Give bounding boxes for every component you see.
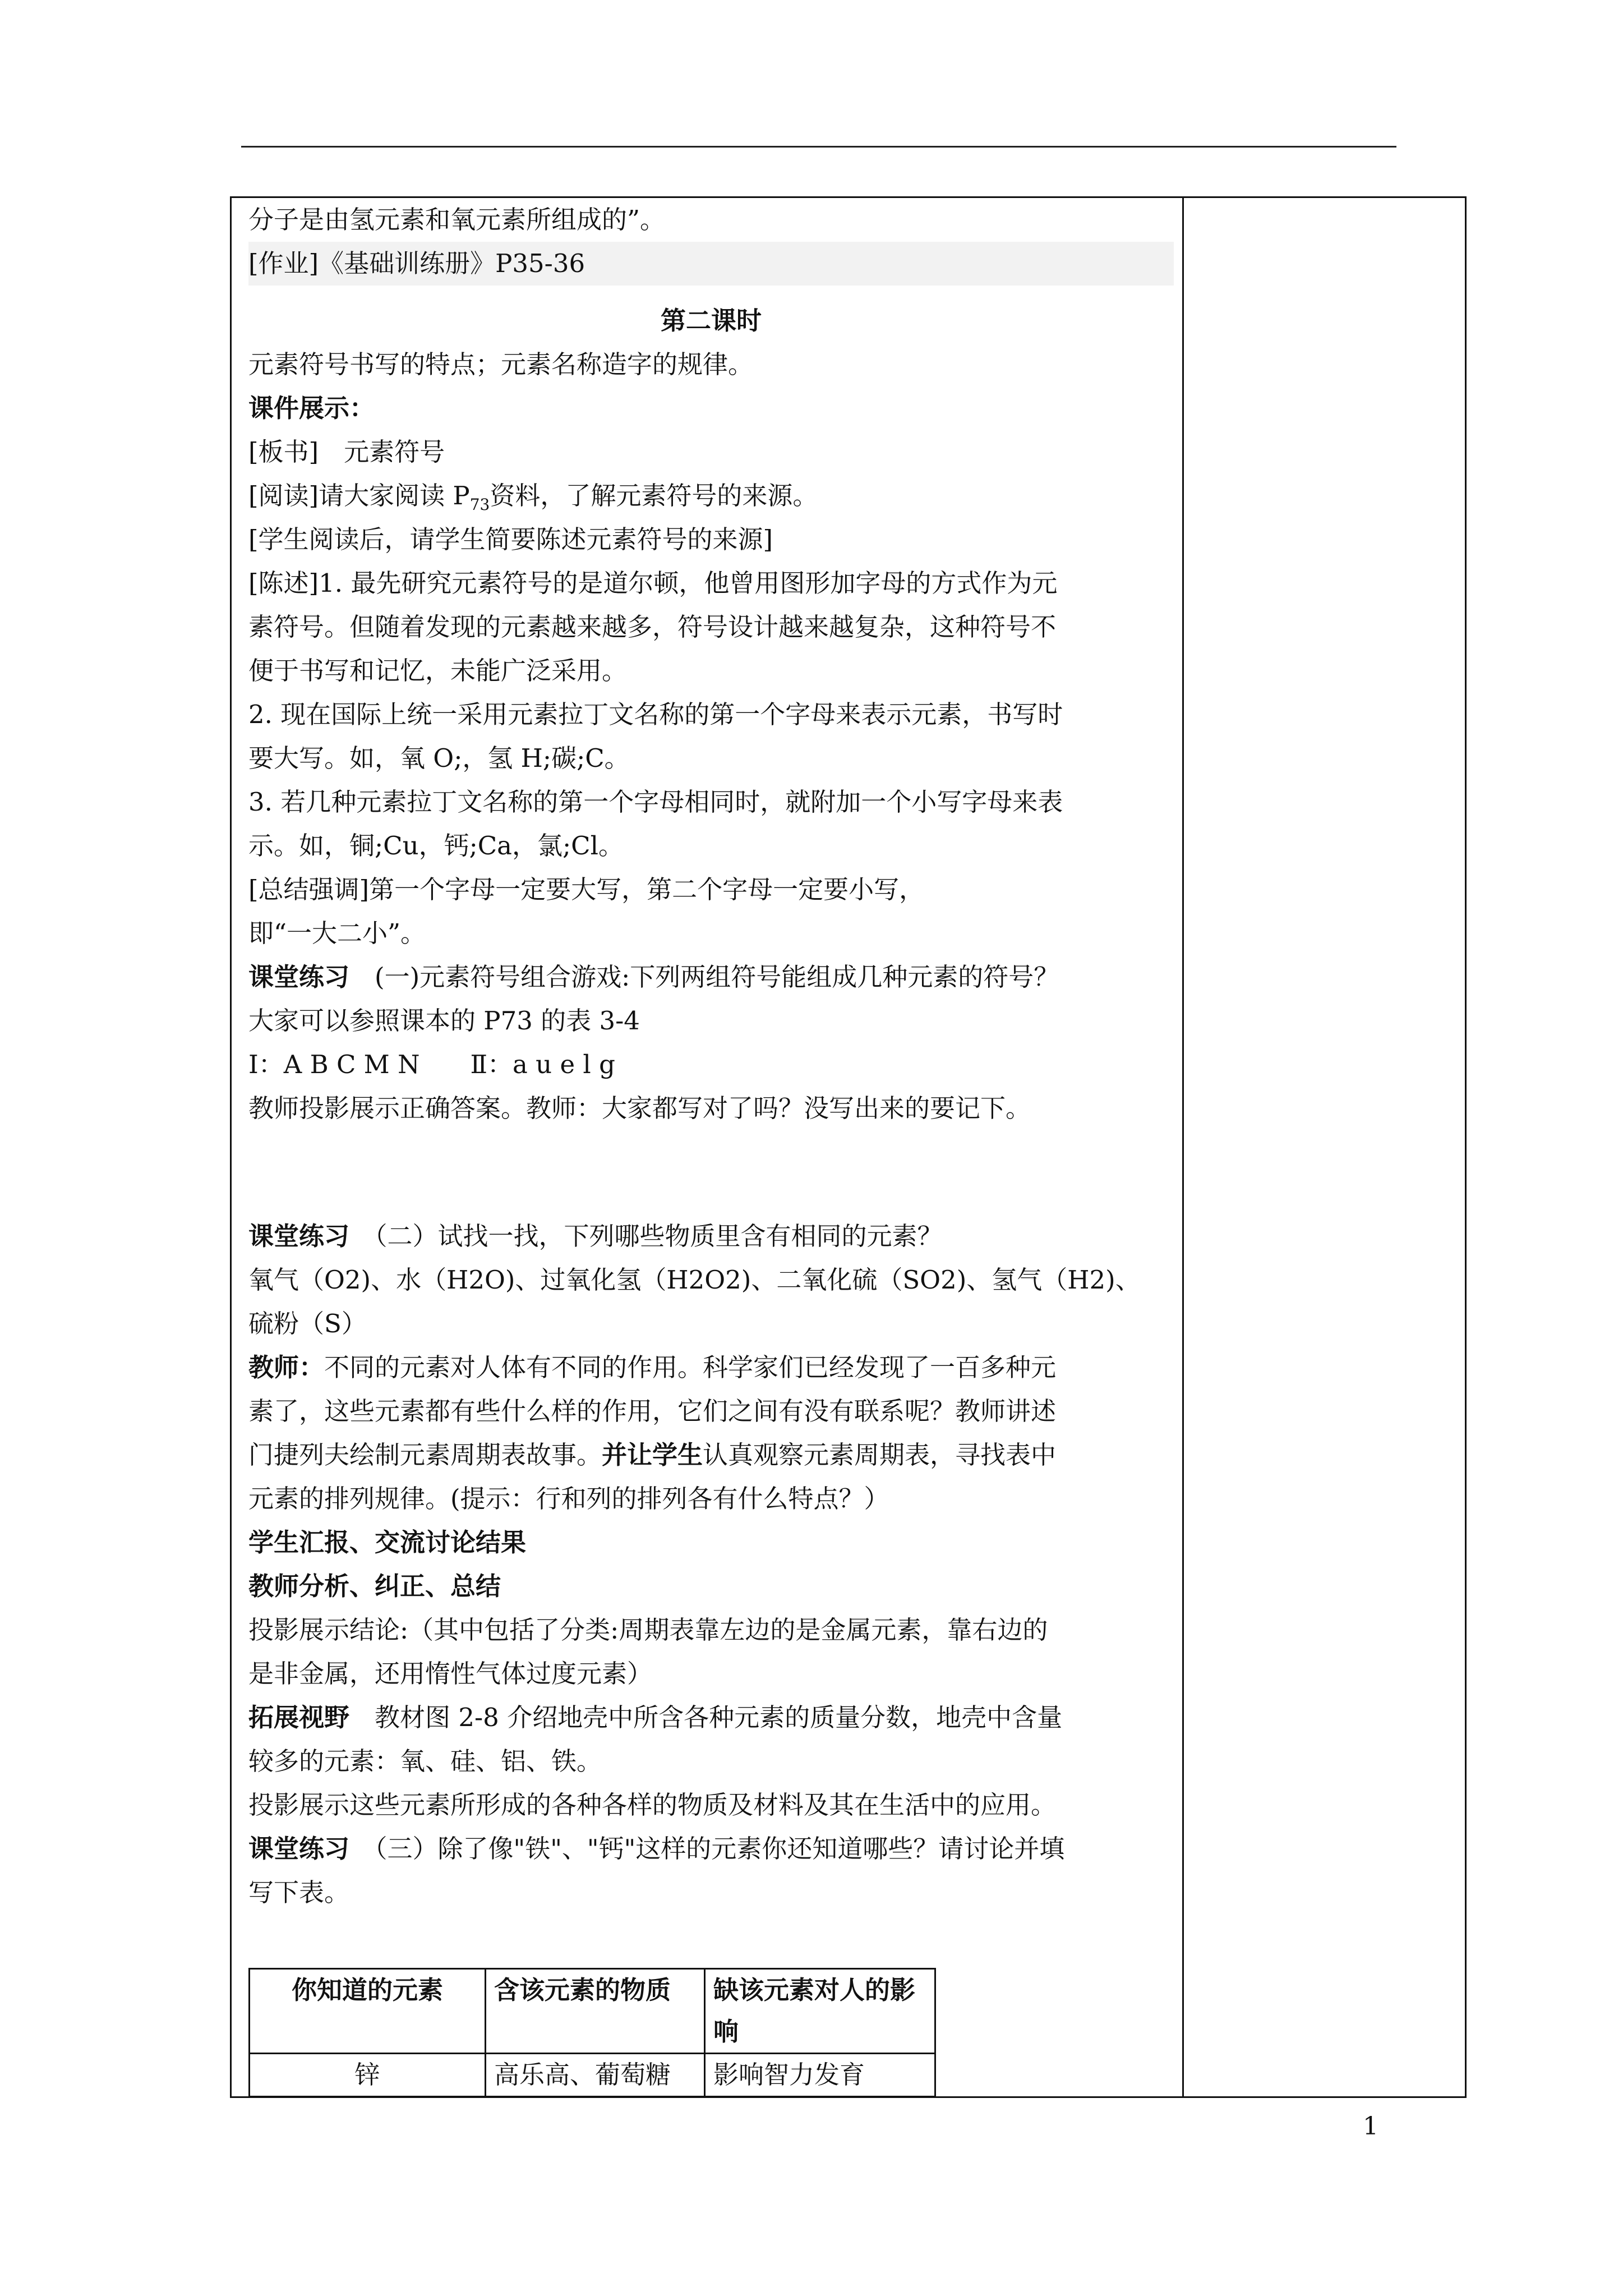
text-line: 分子是由氢元素和氧元素所组成的”。: [248, 205, 666, 234]
table-cell: 锌: [250, 2054, 486, 2097]
text-line: [248, 1696, 1174, 1740]
header-rule: [241, 146, 1396, 148]
subheading: 教师分析、纠正、总结: [248, 1571, 501, 1601]
text-line: 3. 若几种元素拉丁文名称的第一个字母相同时，就附加一个小写字母来表: [248, 787, 1063, 817]
bold-label: 课堂练习: [248, 962, 350, 992]
bold-label: 课堂练习: [248, 1834, 350, 1864]
text-line: [248, 1827, 1174, 1871]
text-span: [阅读]请大家阅读 P: [248, 481, 470, 510]
text-line: [学生阅读后，请学生简要陈述元素符号的来源]: [248, 524, 773, 554]
text-line: 要大写。如，氧 O;，氢 H;碳;C。: [248, 743, 630, 773]
text-line: [248, 1346, 1174, 1389]
text-line: 示。如，铜;Cu，钙;Ca，氯;Cl。: [248, 831, 624, 861]
text-span: 教材图 2-8 介绍地壳中所含各种元素的质量分数，地壳中含量: [349, 1703, 1063, 1732]
text-span: 门捷列夫绘制元素周期表故事。: [248, 1440, 602, 1470]
bold-label: 并让学生: [602, 1440, 703, 1470]
homework-line: [作业]《基础训练册》P35-36: [248, 242, 1174, 286]
table-cell: 影响智力发育: [705, 2054, 935, 2097]
text-line: 投影展示结论:（其中包括了分类:周期表靠左边的是金属元素，靠右边的: [248, 1615, 1048, 1645]
text-line: 素符号。但随着发现的元素越来越多，符号设计越来越复杂，这种符号不: [248, 612, 1057, 642]
section-heading: 第二课时: [660, 306, 762, 335]
text-line: 硫粉（S）: [248, 1309, 367, 1338]
table-header-row: [250, 1969, 935, 2054]
text-span: 认真观察元素周期表，寻找表中: [703, 1440, 1057, 1470]
table-row: [250, 2054, 935, 2097]
subheading: 课件展示：: [248, 393, 375, 423]
text-line: 大家可以参照课本的 P73 的表 3-4: [248, 1006, 640, 1036]
element-table: [248, 1968, 936, 2097]
table-header-cell: 含该元素的物质: [486, 1969, 705, 2054]
text-line: 氧气（O2)、水（H2O)、过氧化氢（H2O2)、二氧化硫（SO2)、氢气（H2)、: [248, 1265, 1141, 1295]
text-line: 写下表。: [248, 1878, 350, 1907]
text-line: Ⅰ：A B C M N Ⅱ：a u e l g: [248, 1050, 615, 1079]
text-line: 是非金属，还用惰性气体过度元素）: [248, 1659, 653, 1688]
lesson-plan-table: [230, 196, 1467, 2098]
text-span: （三）除了像"铁"、"钙"这样的元素你还知道哪些？请讨论并填: [349, 1834, 1065, 1864]
text-span: (一)元素符号组合游戏:下列两组符号能组成几种元素的符号？: [349, 962, 1059, 992]
text-line: [248, 955, 1174, 999]
bold-label: 课堂练习: [248, 1221, 350, 1251]
text-line: 即“一大二小”。: [248, 918, 426, 948]
text-line: 投影展示这些元素所形成的各种各样的物质及材料及其在生活中的应用。: [248, 1790, 1057, 1820]
text-line: 教师投影展示正确答案。教师：大家都写对了吗？没写出来的要记下。: [248, 1093, 1031, 1123]
text-line: [248, 1433, 1174, 1477]
text-span: 不同的元素对人体有不同的作用。科学家们已经发现了一百多种元: [324, 1352, 1057, 1382]
bold-label: 教师：: [248, 1352, 325, 1382]
table-header-cell: 缺该元素对人的影响: [705, 1969, 935, 2054]
text-line: [248, 1214, 1174, 1258]
text-line: 元素的排列规律。(提示：行和列的排列各有什么特点？）: [248, 1484, 889, 1513]
text-span: （二）试找一找，下列哪些物质里含有相同的元素？: [349, 1221, 943, 1251]
lesson-content: [248, 198, 1174, 2097]
text-line: [248, 474, 1174, 518]
text-line: 元素符号书写的特点；元素名称造字的规律。: [248, 349, 754, 379]
bold-label: 拓展视野: [248, 1703, 350, 1732]
text-line: 2. 现在国际上统一采用元素拉丁文名称的第一个字母来表示元素，书写时: [248, 700, 1063, 729]
subheading: 学生汇报、交流讨论结果: [248, 1527, 527, 1557]
table-cell: 高乐高、葡萄糖: [486, 2054, 705, 2097]
text-line: [板书] 元素符号: [248, 437, 445, 467]
table-header-cell: 你知道的元素: [250, 1969, 486, 2054]
subscript: 73: [469, 495, 490, 514]
text-line: 素了，这些元素都有些什么样的作用，它们之间有没有联系呢？教师讲述: [248, 1396, 1057, 1426]
page-number: 1: [1363, 2112, 1378, 2141]
column-divider: [1182, 198, 1184, 2096]
text-line: 较多的元素：氧、硅、铝、铁。: [248, 1746, 602, 1776]
text-line: [陈述]1. 最先研究元素符号的是道尔顿，他曾用图形加字母的方式作为元: [248, 568, 1058, 598]
text-span: 资料，了解元素符号的来源。: [490, 481, 818, 510]
text-line: [总结强调]第一个字母一定要大写，第二个字母一定要小写，: [248, 875, 925, 904]
text-line: 便于书写和记忆，未能广泛采用。: [248, 656, 628, 685]
